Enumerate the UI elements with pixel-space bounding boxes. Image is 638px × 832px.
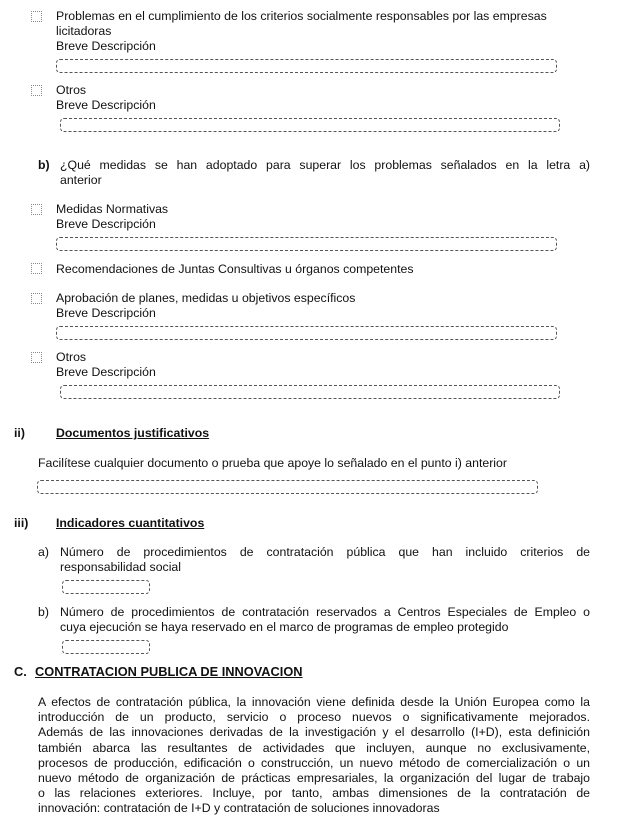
section-iii-title: Indicadores cuantitativos: [56, 516, 205, 530]
label-medidas-normativas: Medidas Normativas: [56, 202, 169, 216]
indicator-a-line1: Número de procedimientos de contratación pública que han incluido criterios de: [60, 545, 590, 559]
breve-descripcion-label: Breve Descripción: [56, 306, 156, 320]
checkbox-recomendaciones[interactable]: [31, 263, 42, 274]
indicator-b-input[interactable]: [62, 640, 150, 654]
label-aprobacion-planes: Aprobación de planes, medidas u objetivos específicos: [56, 291, 356, 305]
question-b-marker: b): [38, 158, 50, 172]
documentos-justificativos-input[interactable]: [37, 480, 538, 494]
breve-descripcion-label: Breve Descripción: [56, 98, 156, 112]
paragraph-line: A efectos de contratación pública, la innovación viene definida desde la Unión Europea como la: [38, 695, 590, 709]
checkbox-aprobacion-planes[interactable]: [31, 293, 42, 304]
indicator-a-line2: responsabilidad social: [60, 560, 181, 574]
paragraph-line: procesos de producción, edificación o construcción, un nuevo método de comercialización o un: [38, 755, 590, 770]
section-c-title: CONTRATACION PUBLICA DE INNOVACION: [35, 664, 303, 679]
label-otros-b: Otros: [56, 350, 87, 364]
indicator-a-marker: a): [38, 545, 49, 559]
paragraph-line: nuevo método de organización de prácticas empresariales, la organización del lugar de trabajo: [38, 771, 590, 786]
label-otros-a: Otros: [56, 83, 87, 97]
breve-descripcion-label: Breve Descripción: [56, 365, 156, 379]
section-c-marker: C.: [14, 664, 27, 679]
indicator-b-marker: b): [38, 605, 49, 619]
indicator-a-input[interactable]: [62, 580, 150, 594]
section-ii-instruction: Facilítese cualquier documento o prueba que apoye lo señalado en el punto i) anterior: [38, 456, 507, 470]
checkbox-problemas-cumplimiento[interactable]: [31, 11, 42, 22]
section-c-paragraph: [38, 695, 590, 817]
label-problemas-line2: licitadoras: [56, 24, 112, 38]
breve-descripcion-label: Breve Descripción: [56, 217, 156, 231]
section-ii-marker: ii): [14, 426, 25, 440]
indicator-b-line1: Número de procedimientos de contratación reservados a Centros Especiales de Empleo o: [60, 605, 590, 619]
indicator-b-line2: cuya ejecución se haya reservado en el marco de programas de empleo protegido: [60, 620, 509, 634]
checkbox-otros-a[interactable]: [31, 85, 42, 96]
otros-a-description-input[interactable]: [60, 118, 560, 132]
paragraph-line: innovación: contratación de I+D y contratación de soluciones innovadoras: [38, 801, 440, 816]
paragraph-line: introducción de un producto, servicio o proceso nuevos o significativamente mejorados.: [38, 710, 590, 725]
aprobacion-planes-description-input[interactable]: [56, 326, 557, 340]
paragraph-line: Además de las innovaciones derivadas de la investigación y el desarrollo (I+D), esta definición: [38, 725, 590, 740]
checkbox-otros-b[interactable]: [31, 352, 42, 363]
otros-b-description-input[interactable]: [60, 385, 560, 399]
section-ii-title: Documentos justificativos: [56, 426, 210, 440]
medidas-normativas-description-input[interactable]: [56, 237, 557, 251]
label-problemas-line1: Problemas en el cumplimiento de los criterios socialmente responsables por las empresas: [56, 9, 547, 23]
paragraph-line: o las relaciones exteriores. Incluye, por tanto, ambas dimensiones de la contratación de: [38, 786, 590, 801]
breve-descripcion-label: Breve Descripción: [56, 39, 156, 53]
paragraph-line: también abarca las resultantes de actividades que incluyen, aunque no exclusivamente,: [38, 740, 590, 755]
section-iii-marker: iii): [14, 516, 29, 530]
question-b-line1: ¿Qué medidas se han adoptado para superar los problemas señalados en la letra a): [60, 158, 590, 172]
label-recomendaciones: Recomendaciones de Juntas Consultivas u órganos competentes: [56, 262, 414, 276]
problemas-description-input[interactable]: [56, 59, 557, 73]
checkbox-medidas-normativas[interactable]: [31, 204, 42, 215]
question-b-line2: anterior: [60, 173, 102, 187]
